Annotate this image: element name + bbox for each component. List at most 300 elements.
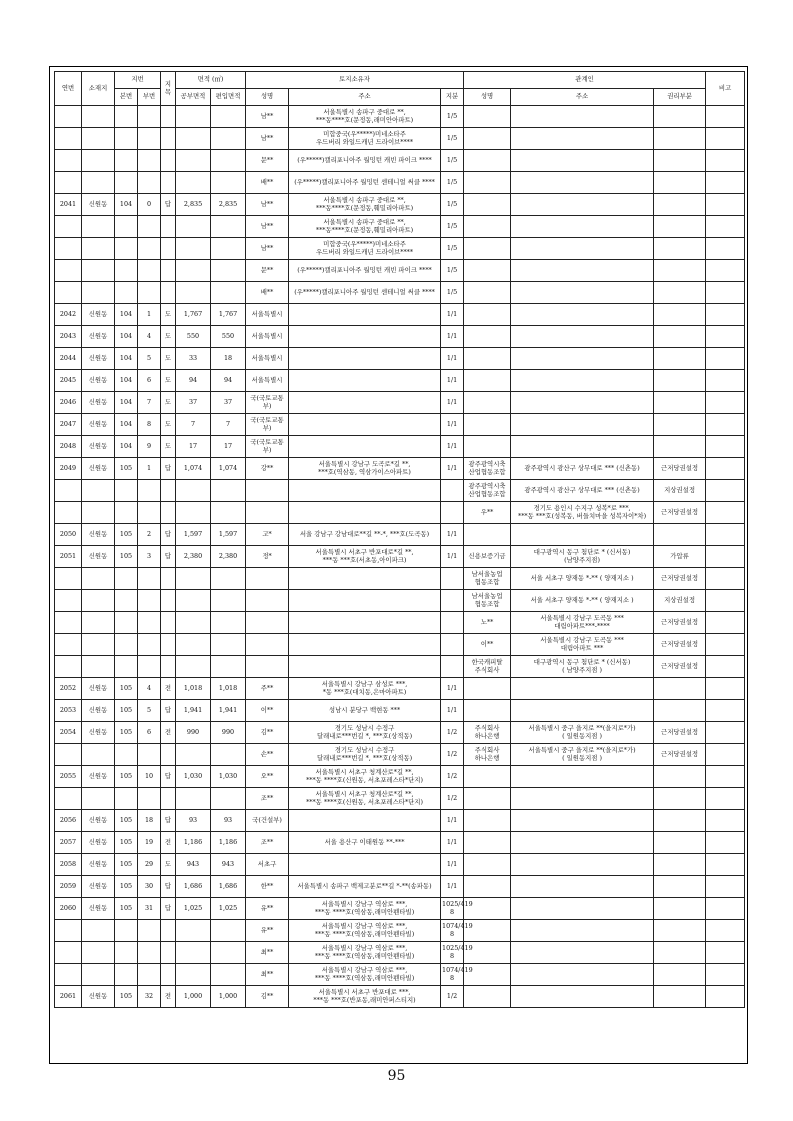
land-category-cell: 답 [161, 700, 176, 722]
area-official-cell: 1,030 [176, 766, 211, 788]
serial-cell: 2060 [55, 898, 82, 920]
share-cell: 1/5 [441, 172, 464, 194]
area-official-cell: 1,074 [176, 458, 211, 480]
share-cell: 1/1 [441, 678, 464, 700]
serial-cell: 2041 [55, 194, 82, 216]
location-cell [82, 128, 115, 150]
lot-sub-cell [138, 128, 161, 150]
owner-name-cell: 주** [246, 678, 289, 700]
rights-cell [654, 414, 706, 436]
serial-cell: 2043 [55, 326, 82, 348]
note-cell [706, 414, 745, 436]
related-address-cell [511, 788, 654, 810]
area-included-cell: 943 [211, 854, 246, 876]
related-address-cell [511, 282, 654, 304]
related-address-cell: 서울 서초구 양재동 *-** ( 양재지소 ) [511, 590, 654, 612]
area-official-cell [176, 920, 211, 942]
owner-address-cell [289, 480, 441, 502]
note-cell [706, 194, 745, 216]
area-included-cell: 1,030 [211, 766, 246, 788]
area-official-cell: 94 [176, 370, 211, 392]
note-cell [706, 524, 745, 546]
table-row [55, 876, 745, 898]
table-row [55, 700, 745, 722]
note-cell [706, 612, 745, 634]
owner-name-cell: 배** [246, 172, 289, 194]
lot-main-cell [115, 172, 138, 194]
area-included-cell: 37 [211, 392, 246, 414]
serial-cell [55, 942, 82, 964]
header-location: 소재지 [82, 72, 115, 106]
owner-name-cell: 국(국토교통부) [246, 392, 289, 414]
area-official-cell [176, 942, 211, 964]
lot-main-cell: 105 [115, 722, 138, 744]
table-row [55, 370, 745, 392]
lot-sub-cell: 4 [138, 326, 161, 348]
share-cell: 1/2 [441, 744, 464, 766]
area-official-cell [176, 634, 211, 656]
land-category-cell: 답 [161, 194, 176, 216]
share-cell: 1/5 [441, 194, 464, 216]
related-name-cell: 주식회사 하나은행 [464, 744, 511, 766]
note-cell [706, 744, 745, 766]
owner-name-cell: 국(국토교통부) [246, 436, 289, 458]
serial-cell: 2051 [55, 546, 82, 568]
serial-cell [55, 260, 82, 282]
serial-cell [55, 480, 82, 502]
area-included-cell: 1,767 [211, 304, 246, 326]
location-cell: 신원동 [82, 700, 115, 722]
related-name-cell [464, 150, 511, 172]
related-address-cell: 광주광역시 광산구 상무대로 *** (신촌동) [511, 458, 654, 480]
lot-sub-cell [138, 964, 161, 986]
note-cell [706, 634, 745, 656]
owner-address-cell [289, 612, 441, 634]
lot-sub-cell [138, 480, 161, 502]
related-name-cell: 주식회사 하나은행 [464, 722, 511, 744]
area-official-cell: 1,597 [176, 524, 211, 546]
share-cell: 1/5 [441, 106, 464, 128]
lot-main-cell: 104 [115, 392, 138, 414]
area-included-cell: 18 [211, 348, 246, 370]
area-included-cell: 1,186 [211, 832, 246, 854]
lot-main-cell [115, 788, 138, 810]
rights-cell: 근저당권설정 [654, 634, 706, 656]
note-cell [706, 810, 745, 832]
table-row [55, 546, 745, 568]
lot-main-cell: 105 [115, 546, 138, 568]
note-cell [706, 964, 745, 986]
table-row [55, 766, 745, 788]
lot-main-cell [115, 106, 138, 128]
area-official-cell: 1,018 [176, 678, 211, 700]
related-address-cell [511, 392, 654, 414]
rights-cell: 근저당권설정 [654, 744, 706, 766]
header-owner: 토지소유자 [246, 72, 464, 89]
owner-address-cell [289, 502, 441, 524]
share-cell: 1/1 [441, 546, 464, 568]
owner-name-cell: 조** [246, 832, 289, 854]
related-address-cell [511, 238, 654, 260]
serial-cell: 2049 [55, 458, 82, 480]
share-cell: 1025/419 8 [441, 942, 464, 964]
note-cell [706, 986, 745, 1008]
share-cell: 1/1 [441, 414, 464, 436]
serial-cell: 2042 [55, 304, 82, 326]
note-cell [706, 678, 745, 700]
owner-name-cell: 서울특별시 [246, 304, 289, 326]
location-cell [82, 788, 115, 810]
lot-main-cell: 105 [115, 700, 138, 722]
location-cell: 신원동 [82, 348, 115, 370]
owner-address-cell: (우*****)캘리포니아주 월밍턴 캐빈 파이크 **** [289, 150, 441, 172]
header-owner-name: 성명 [246, 89, 289, 106]
serial-cell [55, 744, 82, 766]
note-cell [706, 788, 745, 810]
land-category-cell: 답 [161, 524, 176, 546]
header-related-name: 성명 [464, 89, 511, 106]
table-row [55, 986, 745, 1008]
related-address-cell [511, 810, 654, 832]
serial-cell: 2057 [55, 832, 82, 854]
rights-cell [654, 326, 706, 348]
serial-cell [55, 590, 82, 612]
location-cell [82, 282, 115, 304]
owner-address-cell: 서울특별시 강남구 역삼로 ***, ***동 ****호(역삼동,래미안펜타빌) [289, 942, 441, 964]
owner-name-cell: 최** [246, 964, 289, 986]
share-cell [441, 480, 464, 502]
serial-cell [55, 282, 82, 304]
land-category-cell [161, 964, 176, 986]
rights-cell [654, 854, 706, 876]
owner-name-cell: 남** [246, 216, 289, 238]
lot-sub-cell: 29 [138, 854, 161, 876]
location-cell: 신원동 [82, 370, 115, 392]
rights-cell [654, 876, 706, 898]
owner-name-cell: 서울특별시 [246, 370, 289, 392]
share-cell [441, 502, 464, 524]
rights-cell [654, 700, 706, 722]
land-category-cell [161, 788, 176, 810]
related-address-cell [511, 436, 654, 458]
area-official-cell [176, 238, 211, 260]
table-row [55, 590, 745, 612]
owner-address-cell [289, 590, 441, 612]
note-cell [706, 656, 745, 678]
location-cell: 신원동 [82, 854, 115, 876]
owner-name-cell: 남** [246, 194, 289, 216]
owner-address-cell: (우*****)캘리포니아주 월밍턴 센테니얼 써클 **** [289, 172, 441, 194]
table-row [55, 194, 745, 216]
area-official-cell: 93 [176, 810, 211, 832]
area-official-cell [176, 612, 211, 634]
area-official-cell: 1,941 [176, 700, 211, 722]
note-cell [706, 436, 745, 458]
land-category-cell: 답 [161, 546, 176, 568]
related-name-cell [464, 216, 511, 238]
area-official-cell: 1,025 [176, 898, 211, 920]
owner-name-cell: 정* [246, 546, 289, 568]
share-cell: 1074/419 8 [441, 920, 464, 942]
owner-name-cell: 김** [246, 986, 289, 1008]
note-cell [706, 590, 745, 612]
header-rights: 권리부분 [654, 89, 706, 106]
area-included-cell [211, 216, 246, 238]
land-category-cell [161, 920, 176, 942]
serial-cell [55, 788, 82, 810]
land-category-cell: 전 [161, 722, 176, 744]
related-name-cell [464, 304, 511, 326]
lot-sub-cell: 8 [138, 414, 161, 436]
note-cell [706, 326, 745, 348]
share-cell: 1/5 [441, 150, 464, 172]
note-cell [706, 260, 745, 282]
lot-main-cell [115, 480, 138, 502]
area-included-cell [211, 282, 246, 304]
lot-main-cell: 104 [115, 370, 138, 392]
lot-main-cell: 105 [115, 766, 138, 788]
rights-cell [654, 304, 706, 326]
land-category-cell [161, 128, 176, 150]
area-included-cell: 990 [211, 722, 246, 744]
related-name-cell [464, 238, 511, 260]
lot-sub-cell: 1 [138, 304, 161, 326]
serial-cell: 2054 [55, 722, 82, 744]
rights-cell: 근저당권설정 [654, 502, 706, 524]
lot-sub-cell: 4 [138, 678, 161, 700]
area-included-cell: 93 [211, 810, 246, 832]
rights-cell [654, 128, 706, 150]
share-cell: 1/1 [441, 370, 464, 392]
land-category-cell [161, 656, 176, 678]
owner-address-cell [289, 370, 441, 392]
owner-name-cell: 유** [246, 898, 289, 920]
lot-main-cell [115, 612, 138, 634]
header-area: 면적 (㎡) [176, 72, 246, 89]
lot-sub-cell [138, 612, 161, 634]
table-row [55, 502, 745, 524]
lot-main-cell [115, 942, 138, 964]
note-cell [706, 370, 745, 392]
owner-address-cell: 서울 용산구 이태원동 **-*** [289, 832, 441, 854]
related-address-cell [511, 172, 654, 194]
lot-sub-cell: 32 [138, 986, 161, 1008]
land-category-cell: 도 [161, 304, 176, 326]
location-cell [82, 942, 115, 964]
area-included-cell: 94 [211, 370, 246, 392]
related-name-cell [464, 766, 511, 788]
lot-sub-cell [138, 172, 161, 194]
lot-sub-cell: 5 [138, 700, 161, 722]
area-included-cell [211, 172, 246, 194]
owner-address-cell [289, 634, 441, 656]
area-included-cell: 17 [211, 436, 246, 458]
area-official-cell: 2,380 [176, 546, 211, 568]
share-cell: 1/1 [441, 326, 464, 348]
area-official-cell [176, 106, 211, 128]
land-category-cell: 전 [161, 678, 176, 700]
owner-name-cell: 문** [246, 260, 289, 282]
owner-address-cell [289, 392, 441, 414]
lot-main-cell: 105 [115, 876, 138, 898]
related-address-cell: 서울특별시 강남구 도곡동 *** 대림아파트 *** [511, 634, 654, 656]
owner-address-cell [289, 326, 441, 348]
location-cell [82, 964, 115, 986]
rights-cell [654, 832, 706, 854]
rights-cell [654, 172, 706, 194]
page-number: 95 [387, 1068, 406, 1084]
rights-cell: 근저당권설정 [654, 568, 706, 590]
land-category-cell [161, 744, 176, 766]
owner-name-cell: 오** [246, 766, 289, 788]
area-included-cell [211, 502, 246, 524]
land-category-cell: 도 [161, 414, 176, 436]
location-cell [82, 590, 115, 612]
rights-cell [654, 238, 706, 260]
serial-cell [55, 238, 82, 260]
related-address-cell [511, 832, 654, 854]
lot-main-cell: 105 [115, 898, 138, 920]
owner-address-cell: 서울특별시 강남구 역삼로 ***, ***동 ****호(역삼동,래미안펜타빌) [289, 898, 441, 920]
serial-cell: 2046 [55, 392, 82, 414]
rights-cell [654, 920, 706, 942]
related-name-cell: 신용보증기금 [464, 546, 511, 568]
share-cell: 1/5 [441, 128, 464, 150]
owner-name-cell: 서울특별시 [246, 326, 289, 348]
area-included-cell [211, 568, 246, 590]
table-row [55, 392, 745, 414]
lot-sub-cell [138, 634, 161, 656]
related-name-cell [464, 832, 511, 854]
serial-cell: 2055 [55, 766, 82, 788]
land-category-cell [161, 480, 176, 502]
lot-main-cell: 105 [115, 458, 138, 480]
area-official-cell [176, 568, 211, 590]
location-cell: 신원동 [82, 392, 115, 414]
location-cell [82, 634, 115, 656]
lot-sub-cell [138, 568, 161, 590]
area-included-cell [211, 964, 246, 986]
serial-cell: 2059 [55, 876, 82, 898]
lot-sub-cell: 5 [138, 348, 161, 370]
related-name-cell [464, 810, 511, 832]
table-row [55, 304, 745, 326]
land-category-cell [161, 634, 176, 656]
note-cell [706, 854, 745, 876]
note-cell [706, 700, 745, 722]
land-category-cell [161, 260, 176, 282]
area-official-cell [176, 216, 211, 238]
lot-main-cell [115, 282, 138, 304]
owner-name-cell: 서울특별시 [246, 348, 289, 370]
related-address-cell [511, 678, 654, 700]
lot-main-cell [115, 964, 138, 986]
related-address-cell [511, 194, 654, 216]
header-land-category: 지목 [161, 72, 176, 106]
note-cell [706, 172, 745, 194]
location-cell [82, 260, 115, 282]
area-included-cell: 2,380 [211, 546, 246, 568]
owner-name-cell: 국(건설부) [246, 810, 289, 832]
rights-cell [654, 986, 706, 1008]
area-official-cell [176, 172, 211, 194]
table-row [55, 942, 745, 964]
serial-cell: 2044 [55, 348, 82, 370]
related-address-cell: 서울특별시 중구 을지로 **(을지로*가) ( 일원동지점 ) [511, 744, 654, 766]
lot-main-cell: 105 [115, 678, 138, 700]
owner-address-cell [289, 348, 441, 370]
land-category-cell [161, 216, 176, 238]
related-name-cell [464, 986, 511, 1008]
lot-main-cell [115, 568, 138, 590]
related-address-cell [511, 150, 654, 172]
land-category-cell [161, 150, 176, 172]
related-address-cell [511, 920, 654, 942]
related-name-cell [464, 106, 511, 128]
related-address-cell [511, 348, 654, 370]
table-row [55, 326, 745, 348]
area-official-cell: 7 [176, 414, 211, 436]
related-name-cell: 노** [464, 612, 511, 634]
share-cell [441, 612, 464, 634]
rights-cell [654, 436, 706, 458]
share-cell: 1/5 [441, 216, 464, 238]
rights-cell [654, 942, 706, 964]
share-cell: 1/1 [441, 854, 464, 876]
land-category-cell [161, 106, 176, 128]
related-address-cell [511, 326, 654, 348]
owner-address-cell: 서울 강남구 강남대로**길 **-*, ***호(도곡동) [289, 524, 441, 546]
rights-cell [654, 678, 706, 700]
related-name-cell [464, 524, 511, 546]
lot-sub-cell [138, 150, 161, 172]
note-cell [706, 832, 745, 854]
lot-sub-cell: 30 [138, 876, 161, 898]
area-official-cell [176, 282, 211, 304]
location-cell: 신원동 [82, 194, 115, 216]
header-area-included: 편입면적 [211, 89, 246, 106]
area-included-cell [211, 920, 246, 942]
owner-name-cell [246, 634, 289, 656]
land-category-cell: 도 [161, 854, 176, 876]
rights-cell: 가압류 [654, 546, 706, 568]
table-row [55, 832, 745, 854]
location-cell [82, 502, 115, 524]
lot-main-cell [115, 590, 138, 612]
table-row [55, 436, 745, 458]
owner-name-cell [246, 590, 289, 612]
area-included-cell: 1,000 [211, 986, 246, 1008]
share-cell: 1/5 [441, 238, 464, 260]
table-row [55, 788, 745, 810]
serial-cell: 2045 [55, 370, 82, 392]
table-row [55, 898, 745, 920]
table-row [55, 238, 745, 260]
area-included-cell [211, 480, 246, 502]
related-address-cell [511, 414, 654, 436]
area-included-cell: 7 [211, 414, 246, 436]
related-name-cell [464, 348, 511, 370]
rights-cell [654, 392, 706, 414]
table-row [55, 348, 745, 370]
owner-name-cell: 남** [246, 238, 289, 260]
related-name-cell [464, 326, 511, 348]
rights-cell [654, 524, 706, 546]
area-included-cell [211, 788, 246, 810]
header-area-official: 공부면적 [176, 89, 211, 106]
related-address-cell [511, 216, 654, 238]
table-row [55, 612, 745, 634]
